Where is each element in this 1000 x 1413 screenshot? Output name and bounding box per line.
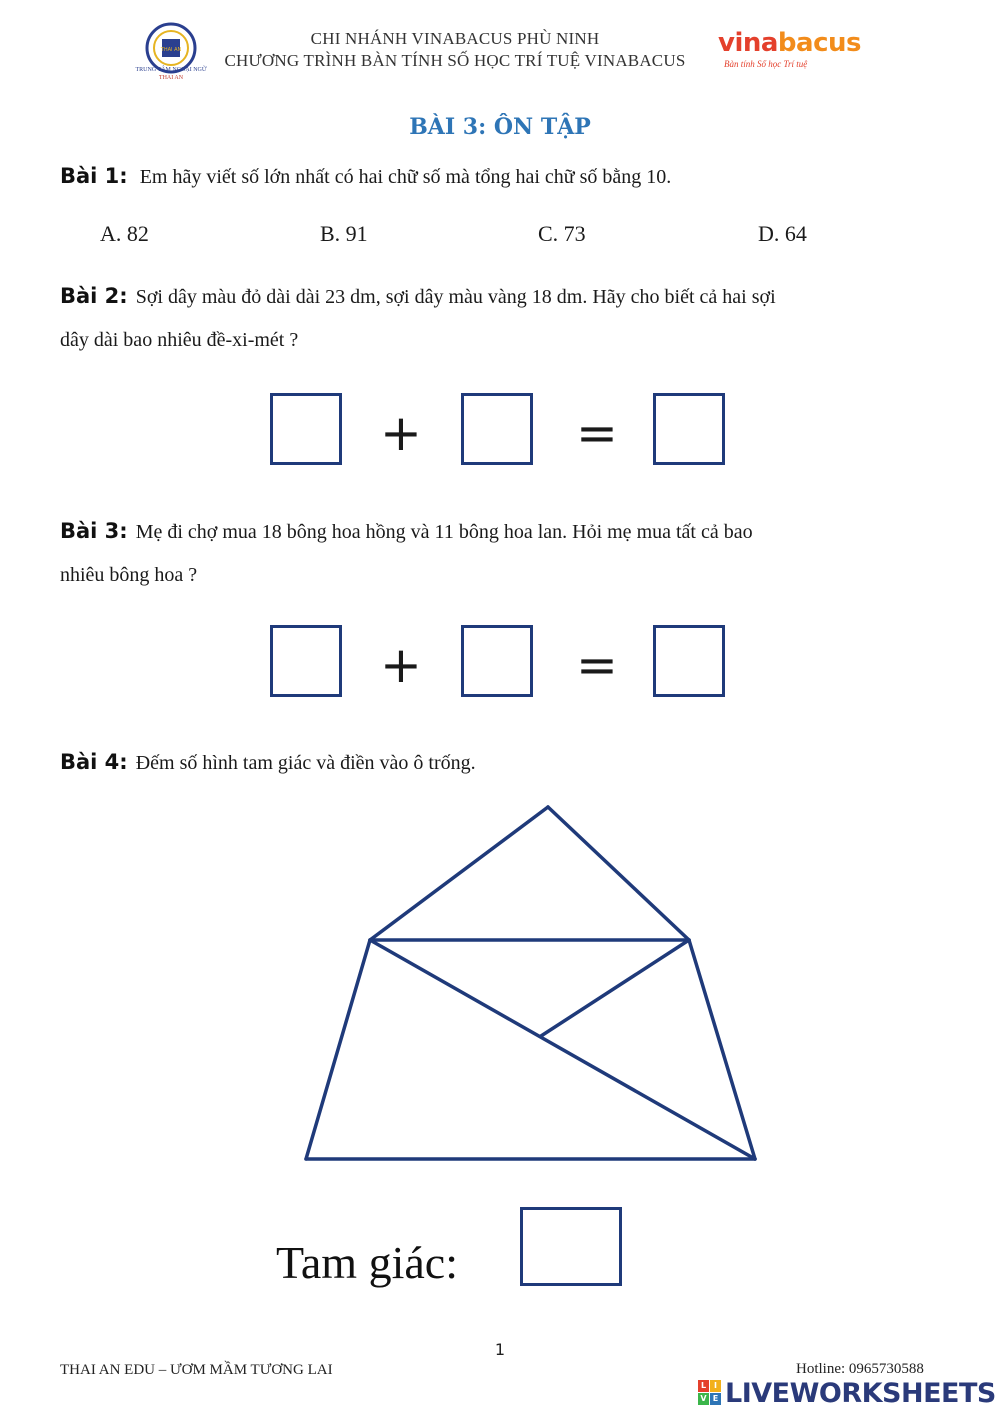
q1-choice-c[interactable]: C. 73 bbox=[538, 221, 586, 246]
q4-text: Đếm số hình tam giác và điền vào ô trống. bbox=[135, 752, 476, 774]
q2-text-1: Sợi dây màu đỏ dài dài 23 dm, sợi dây màu vàng 18 dm. Hãy cho biết cả hai sợi bbox=[135, 286, 776, 308]
liveworksheets-watermark bbox=[698, 1378, 998, 1408]
triangle-count-input[interactable] bbox=[520, 1207, 622, 1286]
svg-text:THAI AN: THAI AN bbox=[160, 47, 182, 53]
footer-hotline: Hotline: 0965730588 bbox=[796, 1361, 924, 1377]
brand-part-1: vina bbox=[718, 28, 778, 58]
figure-line-roof-left bbox=[370, 807, 548, 940]
logo-caption-top: TRUNG TÂM NGOẠI NGỮ bbox=[135, 67, 207, 73]
q4-label: Bài 4: bbox=[60, 750, 128, 774]
figure-line-left bbox=[306, 940, 370, 1159]
q2-equals-sign: = bbox=[576, 404, 618, 462]
q1-label: Bài 1: bbox=[60, 164, 128, 188]
q1-choice-d[interactable]: D. 64 bbox=[758, 221, 807, 246]
header-line-1: CHI NHÁNH VINABACUS PHÙ NINH bbox=[310, 29, 600, 48]
vinabacus-tagline: Bàn tính Số học Trí tuệ bbox=[724, 59, 808, 69]
q3-equals-sign: = bbox=[576, 636, 618, 694]
liveworksheets-icon: L I V E bbox=[698, 1380, 722, 1406]
q1-choice-a[interactable]: A. 82 bbox=[100, 221, 149, 246]
q2-label: Bài 2: bbox=[60, 284, 128, 308]
figure-line-inner bbox=[541, 940, 689, 1036]
q3-text-1: Mẹ đi chợ mua 18 bông hoa hồng và 11 bông hoa lan. Hỏi mẹ mua tất cả bao bbox=[135, 521, 753, 543]
q1-text: Em hãy viết số lớn nhất có hai chữ số mà tổng hai chữ số bằng 10. bbox=[139, 166, 672, 188]
brand-part-2: bacus bbox=[777, 28, 861, 58]
liveworksheets-wordmark: LIVEWORKSHEETS bbox=[725, 1378, 996, 1409]
page-number: 1 bbox=[494, 1340, 506, 1359]
logo-caption-bottom: THAI AN bbox=[158, 75, 184, 81]
q3-plus-sign: + bbox=[380, 636, 422, 694]
footer-left-text: THAI AN EDU – ƯƠM MẦM TƯƠNG LAI bbox=[60, 1362, 333, 1378]
figure-line-roof-right bbox=[548, 807, 689, 940]
q3-label: Bài 3: bbox=[60, 519, 128, 543]
header-line-2: CHƯƠNG TRÌNH BÀN TÍNH SỐ HỌC TRÍ TUỆ VINABACUS bbox=[224, 51, 686, 70]
q1-choice-b[interactable]: B. 91 bbox=[320, 221, 368, 246]
lesson-title: BÀI 3: ÔN TẬP bbox=[409, 114, 591, 140]
q2-plus-sign: + bbox=[380, 404, 422, 462]
triangle-count-label: Tam giác: bbox=[276, 1237, 458, 1288]
q2-text-2: dây dài bao nhiêu đề-xi-mét ? bbox=[60, 329, 299, 351]
q3-text-2: nhiêu bông hoa ? bbox=[60, 564, 198, 586]
